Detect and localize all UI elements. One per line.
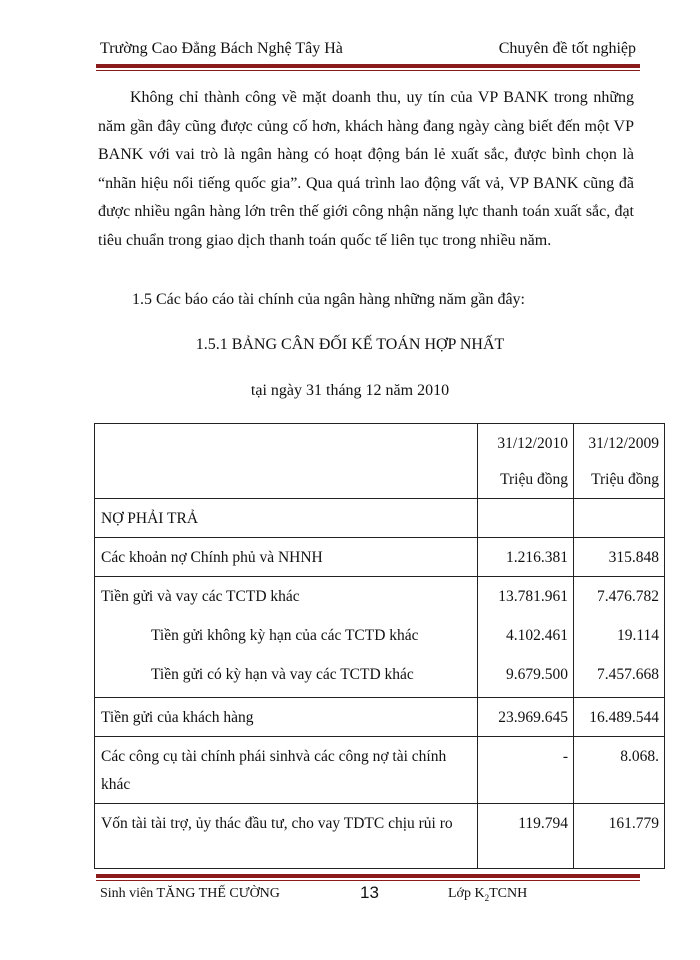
header-unit-2010: Triệu đồng (500, 471, 568, 488)
document-type: Chuyên đề tốt nghiệp (498, 40, 636, 57)
row-sublabel: Tiền gửi không kỳ hạn của các TCTD khác (151, 627, 419, 644)
row-label: Các khoản nợ Chính phủ và NHNH (95, 538, 478, 577)
row-value-2010: 119.794 (478, 804, 574, 869)
row-value-2009: 7.457.668 (597, 666, 659, 683)
row-value-2009: 16.489.544 (574, 698, 665, 737)
row-value-2009: 19.114 (616, 627, 659, 644)
header-unit-2009: Triệu đồng (591, 471, 659, 488)
row-value-2010: 4.102.461 (506, 627, 568, 644)
row-sublabel: Tiền gửi có kỳ hạn và vay các TCTD khác (151, 666, 414, 683)
row-value-2009: 315.848 (574, 538, 665, 577)
section-heading: 1.5 Các báo cáo tài chính của ngân hàng những năm gần đây: (132, 291, 525, 308)
school-name: Trường Cao Đẳng Bách Nghệ Tây Hà (100, 40, 343, 57)
header-2010-cell (478, 424, 574, 499)
row-group-2009-cell (574, 577, 665, 698)
table-row (95, 698, 665, 737)
table-header-row (95, 424, 665, 499)
table-subtitle: tại ngày 31 tháng 12 năm 2010 (250, 382, 450, 399)
table-title: 1.5.1 BẢNG CÂN ĐỐI KẾ TOÁN HỢP NHẤT (195, 336, 505, 353)
row-value-2010: 1.216.381 (478, 538, 574, 577)
class-prefix: Lớp K (448, 886, 485, 901)
row-group-label-cell (95, 577, 478, 698)
student-name: Sinh viên TĂNG THẾ CƯỜNG (100, 886, 280, 901)
footer-rule-thick (96, 874, 640, 878)
row-label: Tiền gửi của khách hàng (95, 698, 478, 737)
class-name (448, 886, 527, 903)
row-value-2009: 8.068. (574, 737, 665, 804)
header-2009-cell (574, 424, 665, 499)
table-row (95, 804, 665, 869)
page-footer (100, 884, 640, 904)
header-date-2010: 31/12/2010 (497, 435, 568, 452)
row-value-2010: 13.781.961 (498, 588, 568, 605)
page-header (100, 40, 640, 62)
row-value-2009 (574, 499, 665, 538)
class-suffix: TCNH (489, 886, 528, 901)
row-label: Các công cụ tài chính phái sinhvà các công nợ tài chính khác (95, 737, 478, 804)
class-subscript: 2 (484, 892, 490, 903)
table-row (95, 499, 665, 538)
row-label: Vốn tài tài trợ, ủy thác đầu tư, cho vay TDTC chịu rủi ro (95, 804, 478, 869)
table-row (95, 737, 665, 804)
row-label: NỢ PHẢI TRẢ (95, 499, 478, 538)
row-value-2010 (478, 499, 574, 538)
row-value-2010: 9.679.500 (506, 666, 568, 683)
table-row (95, 538, 665, 577)
row-value-2010: 23.969.645 (478, 698, 574, 737)
row-value-2010: - (478, 737, 574, 804)
row-value-2009: 7.476.782 (597, 588, 659, 605)
footer-rule-thin (96, 880, 640, 881)
header-rule-thin (96, 70, 640, 71)
header-label-cell (95, 424, 478, 499)
table-row-group (95, 577, 665, 698)
row-label: Tiền gửi và vay các TCTD khác (101, 588, 300, 605)
page-number: 13 (360, 883, 379, 902)
row-group-2010-cell (478, 577, 574, 698)
balance-sheet-table (94, 423, 665, 869)
row-value-2009: 161.779 (574, 804, 665, 869)
body-paragraph: Không chỉ thành công về mặt doanh thu, uy tín của VP BANK trong những năm gần đây cũng được củng cố hơn, khách hàng đang ngày càng biết đến một VP BANK với vai trò là ngân hàng có hoạt động bán lẻ xuất sắc, được bình chọn là “nhãn hiệu nổi tiếng quốc gia”. Qua quá trình lao động vất vả, VP BANK cũng đã được nhiều ngân hàng lớn trên thế giới công nhận năng lực thanh toán xuất sắc, đạt tiêu chuẩn trong giao dịch thanh toán quốc tế liên tục trong nhiều năm. (98, 89, 634, 249)
header-date-2009: 31/12/2009 (588, 435, 659, 452)
header-rule-thick (96, 64, 640, 68)
